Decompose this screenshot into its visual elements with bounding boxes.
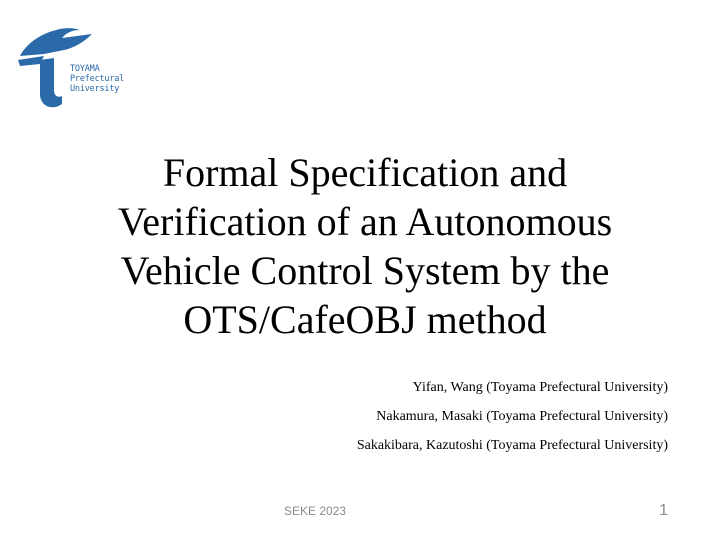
title-line: OTS/CafeOBJ method: [183, 297, 547, 342]
title-line: Vehicle Control System by the: [120, 248, 610, 293]
author-line: Yifan, Wang (Toyama Prefectural University): [412, 380, 668, 395]
title-line: Formal Specification and: [162, 150, 568, 195]
author-line: Sakakibara, Kazutoshi (Toyama Prefectural University): [356, 438, 668, 453]
author-line: Nakamura, Masaki (Toyama Prefectural University): [376, 409, 668, 424]
logo-line-prefectural: Prefectural: [70, 74, 125, 84]
logo-line-university: University: [70, 84, 120, 94]
footer-conference: SEKE 2023: [283, 504, 347, 518]
logo-text: [70, 64, 124, 94]
logo-line-toyama: TOYAMA: [70, 64, 100, 74]
slide-title: [60, 148, 670, 344]
slide-number: 1: [659, 502, 668, 519]
university-logo: [14, 20, 124, 115]
author-list: [357, 378, 668, 465]
title-line: Verification of an Autonomous: [117, 199, 613, 244]
